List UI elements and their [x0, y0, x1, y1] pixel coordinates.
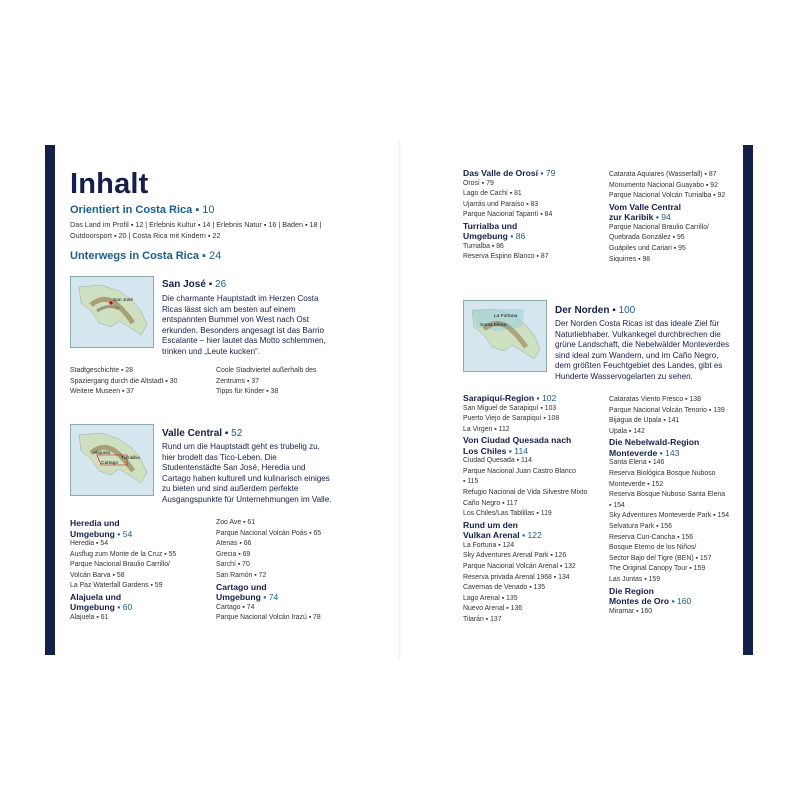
subsection-nebelwald-page: 143 [665, 447, 680, 458]
page-marker: ▪ [195, 204, 200, 216]
san-jose-description: Die charmante Hauptstadt im Herzen Costa Ricas lässt sich am besten auf einem entspannten Bummel von West nach Ost erkunden. Besonders angesagt ist das Barrio Escalante – hier lautet das Motto schlemmen, trinken und „Leute kucken“. [162, 294, 326, 356]
alajuela-entries [70, 613, 215, 624]
toc-entry[interactable]: Quebrada González ▪ 95 [609, 234, 685, 242]
subsection-turrialba-line2: Umgebung [463, 231, 508, 242]
toc-entry[interactable]: Stadtgeschichte ▪ 28 [70, 367, 133, 374]
right-page-edge-bar [743, 145, 753, 655]
subsection-montes-de-oro-line2: Montes de Oro [609, 596, 670, 606]
toc-entry[interactable]: Nuevo Arenal ▪ 136 [463, 605, 523, 613]
toc-entry[interactable]: Reserva Espino Blanco ▪ 87 [463, 253, 549, 261]
san-jose-map [70, 276, 154, 348]
toc-entry[interactable]: Cavernas de Venado ▪ 135 [463, 584, 546, 592]
subsection-nebelwald-line1: Die Nebelwald-Region [609, 437, 700, 448]
right-top-col2 [609, 170, 739, 265]
subsection-ciudad-quesada-line1: Von Ciudad Quesada nach [463, 435, 572, 446]
toc-entry[interactable]: Coole Stadtviertel außerhalb des [216, 367, 317, 374]
toc-entry[interactable]: Parque Nacional Volcán Poás ▪ 65 [216, 529, 322, 537]
orosi-entries [463, 179, 608, 221]
valle-list-col1 [70, 518, 215, 624]
toc-entry[interactable]: Bosque Eterno de los Niños/ [609, 544, 697, 552]
toc-entry[interactable]: Guápiles und Cariari ▪ 95 [609, 244, 686, 252]
toc-entry[interactable]: Tipps für Kinder ▪ 38 [216, 388, 279, 396]
map-label-cartago: Cartago [101, 461, 119, 466]
turrialba-more-entries [609, 170, 739, 202]
section-orientiert-heading: Orientiert in Costa Rica [70, 204, 193, 216]
subsection-montes-de-oro[interactable] [609, 586, 739, 607]
subsection-turrialba[interactable] [463, 221, 608, 242]
subsection-nebelwald-line2: Monteverde [609, 447, 658, 458]
subsection-ciudad-quesada[interactable] [463, 435, 608, 456]
subsection-vom-valle-page: 94 [661, 212, 671, 223]
toc-entry[interactable]: Lago de Cachí ▪ 81 [463, 190, 522, 198]
subsection-nebelwald[interactable] [609, 437, 739, 458]
turrialba-entries [463, 242, 608, 263]
subsection-vulkan-arenal-page: 122 [527, 530, 542, 541]
map-label-san-jose: San José [113, 298, 134, 303]
ciudad-quesada-entries [463, 456, 608, 520]
subsection-heredia-line1: Heredia und [70, 518, 120, 528]
subsection-vulkan-arenal-line1: Rund um den [463, 519, 518, 530]
san-jose-page: 26 [215, 279, 227, 290]
toc-entry[interactable]: Atenas ▪ 66 [216, 540, 252, 548]
subsection-sarapiqui-name: Sarapiquí-Region [463, 393, 535, 403]
toc-entry[interactable]: Las Juntas ▪ 159 [609, 575, 661, 583]
page-marker: ▪ [117, 528, 121, 539]
subsection-vom-valle-line2: zur Karibik [609, 212, 654, 223]
toc-entry[interactable]: Parque Nacional Braulio Carrillo/ [70, 561, 170, 569]
toc-entry[interactable]: Puerto Viejo de Sarapiquí ▪ 108 [463, 415, 560, 423]
page-marker: ▪ [508, 445, 512, 456]
subsection-alajuela[interactable] [70, 592, 215, 613]
subsection-montes-de-oro-page: 160 [677, 596, 692, 606]
subsection-montes-de-oro-line1: Die Region [609, 585, 654, 596]
subsection-turrialba-line1: Turrialba und [463, 220, 518, 231]
subsection-vom-valle[interactable] [609, 202, 739, 223]
heredia-entries [70, 539, 215, 592]
subsection-orosi-page: 79 [545, 168, 556, 178]
toc-entry[interactable]: Sky Adventures Arenal Park ▪ 126 [463, 552, 567, 560]
toc-entry[interactable]: Refugio Nacional de Vida Silvestre Mixto [463, 489, 588, 497]
toc-entry[interactable]: Parque Nacional Volcán Arenal ▪ 132 [463, 563, 576, 571]
norden-list-col2 [609, 395, 739, 617]
orientiert-line: Outdoorsport ▪ 20 | Costa Rica mit Kindern ▪ 22 [70, 230, 221, 240]
valle-central-heading: Valle Central [162, 428, 223, 439]
toc-entry[interactable]: Cataratas Viento Fresco ▪ 138 [609, 396, 701, 403]
page-marker: ▪ [671, 596, 675, 606]
toc-entry[interactable]: Lago Arenal ▪ 135 [463, 594, 518, 602]
toc-entry[interactable]: Bijagua de Upala ▪ 141 [609, 417, 680, 425]
page-marker: ▪ [263, 592, 267, 603]
toc-entry[interactable]: Monteverde ▪ 152 [609, 480, 664, 488]
page-marker: ▪ [117, 602, 121, 613]
right-top-col1 [463, 168, 608, 263]
toc-entry[interactable]: Heredia ▪ 54 [70, 540, 109, 547]
section-unterwegs-heading: Unterwegs in Costa Rica [70, 250, 199, 262]
norden-col2-entries [609, 395, 739, 437]
toc-entry[interactable]: Volcán Barva ▪ 58 [70, 571, 125, 579]
toc-entry[interactable]: ▪ 154 [609, 501, 625, 509]
subsection-vom-valle-line1: Vom Valle Central [609, 201, 681, 212]
toc-entry[interactable]: Parque Nacional Juan Castro Blanco [463, 467, 576, 475]
subsection-sarapiqui[interactable] [463, 393, 608, 404]
page-gutter [398, 140, 402, 660]
valle-col2-entries [216, 518, 376, 582]
subsection-vulkan-arenal-line2: Vulkan Arenal [463, 530, 520, 541]
valle-central-description: Rund um die Hauptstadt geht es trubelig zu, hier brodelt das Tico-Leben. Die Studentenstädte San José, Heredia und Cartago haben kulturell und kulinarisch einiges zu bieten und sind außerdem perfekte Ausgangspunkte für Unternehmungen im Valle. [162, 442, 332, 504]
section-san-jose[interactable] [162, 279, 226, 290]
map-label-turrialba: Turrialba [121, 456, 140, 461]
section-orientiert-page: 10 [202, 204, 215, 216]
subsection-alajuela-page: 60 [122, 602, 133, 613]
toc-entry[interactable]: Siquirres ▪ 98 [609, 255, 651, 263]
subsection-alajuela-line2: Umgebung [70, 602, 115, 613]
subsection-orosi-name: Das Valle de Orosí [463, 168, 538, 178]
toc-entry[interactable]: Ciudad Quesada ▪ 114 [463, 457, 532, 465]
toc-entry[interactable]: San Miguel de Sarapiquí ▪ 103 [463, 404, 557, 412]
subsection-vulkan-arenal[interactable] [463, 520, 608, 541]
subsection-cartago-line1: Cartago und [216, 581, 267, 592]
section-orientiert[interactable] [70, 204, 215, 216]
subsection-ciudad-quesada-line2: Los Chiles [463, 445, 507, 456]
toc-entry[interactable]: Tilarán ▪ 137 [463, 616, 502, 623]
toc-entry[interactable]: Parque Nacional Volcán Turrialba ▪ 92 [609, 192, 726, 200]
san-jose-list-col1 [70, 366, 220, 398]
toc-entry[interactable]: Ausflug zum Monte de la Cruz ▪ 55 [70, 550, 177, 558]
cartago-entries [216, 603, 376, 624]
toc-entry[interactable]: Reserva Curi-Cancha ▪ 156 [609, 533, 694, 541]
der-norden-page: 100 [618, 305, 636, 316]
subsection-cartago-line2: Umgebung [216, 592, 261, 603]
subsection-heredia-line2: Umgebung [70, 528, 115, 539]
page-marker: ▪ [612, 305, 616, 316]
page-marker: ▪ [536, 393, 540, 403]
toc-entry[interactable]: Grecia ▪ 69 [216, 550, 251, 558]
section-unterwegs[interactable] [70, 250, 221, 262]
toc-entry[interactable]: Spaziergang durch die Altstadt ▪ 30 [70, 377, 178, 385]
toc-entry[interactable]: Reserva Bosque Nuboso Santa Elena [609, 491, 726, 499]
der-norden-map [463, 300, 547, 372]
toc-entry[interactable]: La Virgen ▪ 112 [463, 425, 510, 433]
page-marker: ▪ [208, 279, 213, 290]
valle-central-page: 52 [231, 428, 243, 439]
san-jose-heading: San José [162, 279, 206, 290]
subsection-alajuela-line1: Alajuela und [70, 591, 122, 602]
norden-list-col1 [463, 393, 608, 626]
valle-list-col2 [216, 518, 376, 624]
page-marker: ▪ [659, 447, 663, 458]
page-marker: ▪ [510, 231, 514, 242]
nebelwald-entries [609, 458, 739, 585]
toc-entry[interactable]: Los Chiles/Las Tablillas ▪ 119 [463, 510, 552, 518]
toc-entry[interactable]: San Ramón ▪ 72 [216, 571, 267, 579]
vulkan-arenal-entries [463, 541, 608, 626]
subsection-cartago[interactable] [216, 582, 376, 603]
page-marker: ▪ [202, 250, 206, 262]
toc-entry[interactable]: Sarchí ▪ 70 [216, 561, 250, 569]
subsection-turrialba-page: 86 [515, 231, 526, 242]
section-der-norden[interactable] [555, 305, 635, 316]
toc-entry[interactable]: ▪ 115 [463, 478, 479, 486]
subsection-heredia[interactable] [70, 518, 215, 539]
orientiert-contents [70, 220, 390, 242]
toc-entry[interactable]: Reserva privada Arenal 1968 ▪ 134 [463, 573, 570, 581]
toc-entry[interactable]: Caño Negro ▪ 117 [463, 499, 518, 507]
toc-entry[interactable]: Parque Nacional Tapantí ▪ 84 [463, 211, 553, 219]
toc-entry[interactable]: Zentrums ▪ 37 [216, 377, 260, 385]
toc-entry[interactable]: La Fortuna ▪ 124 [463, 541, 515, 549]
der-norden-description: Der Norden Costa Ricas ist das ideale Ziel für Naturliebhaber. Vulkankegel durchbrechen die grüne Landschaft, die Nebelwälder Monteverdes sind ideal zum Wandern, und im Caño Negro, dem größten Feuchtgebiet des Landes, gibt es Hunderte Wasservogelarten zu sehen. [555, 319, 730, 381]
montes-de-oro-entries [609, 607, 739, 618]
section-unterwegs-page: 24 [209, 250, 222, 262]
page-marker: ▪ [655, 212, 659, 223]
subsection-orosi[interactable] [463, 168, 608, 179]
toc-entry[interactable]: Miramar ▪ 160 [609, 607, 653, 615]
toc-entry[interactable]: Selvatura Park ▪ 156 [609, 522, 672, 530]
toc-entry[interactable]: La Paz Waterfall Gardens ▪ 59 [70, 582, 163, 590]
toc-entry[interactable]: Weitere Museen ▪ 37 [70, 388, 134, 396]
toc-entry[interactable]: Parque Nacional Volcán Irazú ▪ 78 [216, 614, 321, 622]
toc-entry[interactable]: Catarata Aquiares (Wasserfall) ▪ 87 [609, 171, 717, 178]
toc-entry[interactable]: Zoo Ave ▪ 61 [216, 519, 256, 526]
section-valle-central[interactable] [162, 428, 242, 439]
vom-valle-entries [609, 223, 739, 265]
toc-entry[interactable]: Turrialba ▪ 86 [463, 242, 504, 250]
san-jose-list-col2 [216, 366, 366, 398]
toc-entry[interactable]: Monumento Nacional Guayabo ▪ 92 [609, 181, 718, 189]
toc-entry[interactable]: Sky Adventures Monteverde Park ▪ 154 [609, 512, 730, 520]
toc-entry[interactable]: Ujarrás und Paraíso ▪ 83 [463, 200, 539, 208]
subsection-sarapiqui-page: 102 [541, 393, 557, 403]
toc-entry[interactable]: Orosí ▪ 79 [463, 179, 494, 187]
sarapiqui-entries [463, 404, 608, 436]
toc-entry[interactable]: The Original Canopy Tour ▪ 159 [609, 565, 706, 573]
toc-entry[interactable]: Upala ▪ 142 [609, 427, 645, 435]
map-label-santa-elena: Santa Elena [480, 323, 507, 328]
toc-entry[interactable]: Cartago ▪ 74 [216, 603, 255, 611]
toc-entry[interactable]: Sector Bajo del Tigre (BEN) ▪ 157 [609, 554, 712, 562]
page-marker: ▪ [224, 428, 229, 439]
map-label-alajuela: Alajuela [93, 451, 111, 456]
toc-entry[interactable]: Parque Nacional Braulio Carrillo/ [609, 223, 709, 231]
subsection-ciudad-quesada-page: 114 [514, 445, 528, 456]
toc-entry[interactable]: Santa Elena ▪ 146 [609, 459, 665, 467]
page-title: Inhalt [70, 168, 149, 200]
toc-entry[interactable]: Parque Nacional Volcán Tenorio ▪ 139 [609, 406, 725, 414]
toc-entry[interactable]: Reserva Biológica Bosque Nuboso [609, 469, 716, 477]
page-marker: ▪ [540, 168, 544, 178]
left-page-edge-bar [45, 145, 55, 655]
page-marker: ▪ [522, 530, 526, 541]
valle-central-map [70, 424, 154, 496]
subsection-cartago-page: 74 [268, 592, 279, 603]
der-norden-heading: Der Norden [555, 305, 610, 316]
subsection-heredia-page: 54 [122, 528, 133, 539]
map-label-la-fortuna: La Fortuna [494, 314, 518, 319]
toc-entry[interactable]: Alajuela ▪ 61 [70, 613, 109, 621]
orientiert-line: Das Land im Profil ▪ 12 | Erlebnis Kultur ▪ 14 | Erlebnis Natur ▪ 16 | Baden ▪ 18 | [70, 220, 322, 229]
